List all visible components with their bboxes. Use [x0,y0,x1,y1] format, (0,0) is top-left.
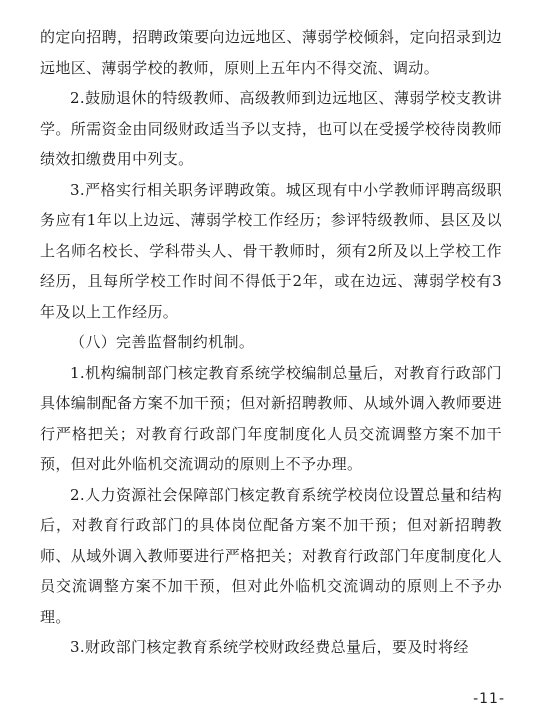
paragraph-item-3-title-evaluation: 3.严格实行相关职务评聘政策。城区现有中小学教师评聘高级职务应有1年以上边远、薄弱学校工作经历；参评特级教师、县区及以上名师名校长、学科带头人、骨干教师时，须有2所及以上学校工作经历，且每所学校工作时间不得低于2年，或在边远、薄弱学校有3年及以上工作经历。 [40,180,502,321]
page-number: -11- [473,691,505,707]
paragraph-item-1-staffing: 1.机构编制部门核定教育系统学校编制总量后，对教育行政部门具体编制配备方案不加干预；但对新招聘教师、从域外调入教师要进行严格把关；对教育行政部门年度制度化人员交流调整方案不加干预，但对此外临机交流调动的原则上不予办理。 [40,363,502,473]
paragraph-item-2-human-resources: 2.人力资源社会保障部门核定教育系统学校岗位设置总量和结构后，对教育行政部门的具体岗位配备方案不加干预；但对新招聘教师、从域外调入教师要进行严格把关；对教育行政部门年度制度化人员交流调整方案不加干预，但对此外临机交流调动的原则上不予办理。 [40,485,502,626]
paragraph-item-3-finance: 3.财政部门核定教育系统学校财政经费总量后，要及时将经 [70,638,469,656]
document-body [40,22,502,663]
paragraph-item-2-retired-teachers: 2.鼓励退休的特级教师、高级教师到边远地区、薄弱学校支教讲学。所需资金由同级财政适当予以支持，也可以在受援学校待岗教师绩效扣缴费用中列支。 [40,89,502,168]
section-heading-supervision: （八）完善监督制约机制。 [70,333,255,351]
paragraph-continuation: 的定向招聘，招聘政策要向边远地区、薄弱学校倾斜，定向招录到边远地区、薄弱学校的教师，原则上五年内不得交流、调动。 [40,28,502,77]
